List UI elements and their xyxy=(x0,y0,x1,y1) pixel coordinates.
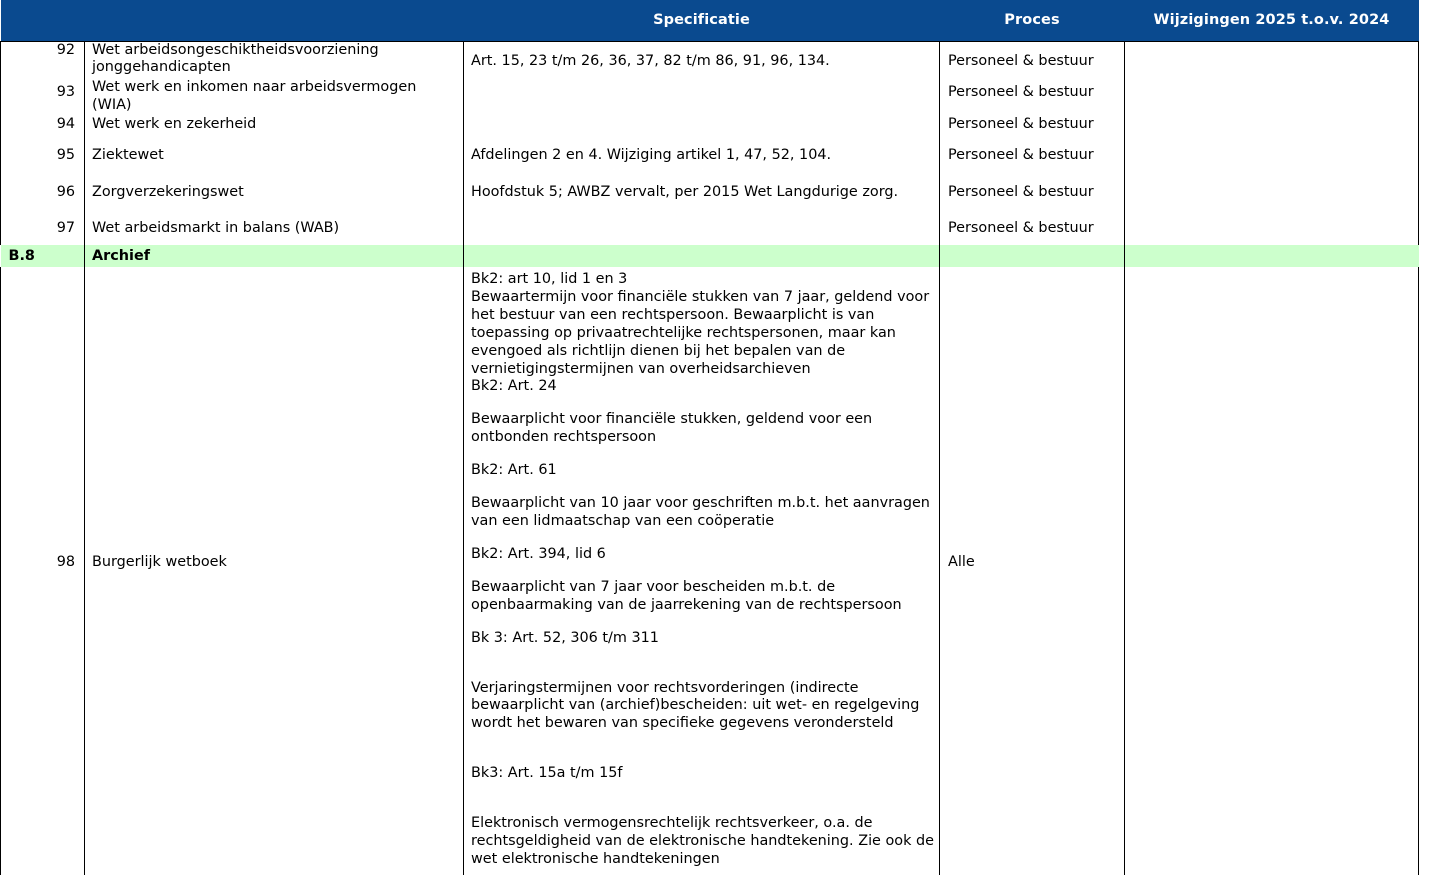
row-wijzigingen xyxy=(1125,218,1419,245)
row-wet-name: Wet werk en inkomen naar arbeidsvermogen (WIA) xyxy=(85,79,464,116)
row-proces: Personeel & bestuur xyxy=(940,116,1125,144)
row-wijzigingen xyxy=(1125,116,1419,144)
section-proces xyxy=(940,245,1125,267)
row-wet-name xyxy=(85,218,464,245)
specificatie-paragraph: Bk2: Art. 24 xyxy=(471,378,557,395)
specificatie-paragraph: Bewaartermijn voor financiële stukken van 7 jaar, geldend voor het bestuur van een rechtspersoon. Bewaarplicht is van toepassing op privaatrechtelijke rechtspersonen, maar kan evengoed als richtlijn dienen bij het bepalen van de vernietigingstermijnen van overheidsarchieven xyxy=(471,288,930,377)
row-proces xyxy=(940,144,1125,181)
proces-text: Personeel & bestuur xyxy=(948,184,1094,200)
row-wijzigingen xyxy=(1125,181,1419,218)
wet-text: Zorgverzekeringswet xyxy=(92,184,244,200)
row-number-text: 97 xyxy=(56,220,75,236)
column-header-number xyxy=(1,0,85,41)
table-row xyxy=(1,144,1419,181)
row-proces xyxy=(940,267,1125,875)
row-number xyxy=(1,267,85,875)
row-wijzigingen xyxy=(1125,79,1419,116)
row-proces xyxy=(940,41,1125,79)
wet-text: Wet arbeidsmarkt in balans (WAB) xyxy=(92,220,340,236)
table-header xyxy=(1,0,1419,41)
row-specificatie xyxy=(464,181,940,218)
row-number xyxy=(1,218,85,245)
row-proces xyxy=(940,181,1125,218)
wet-text: Ziektewet xyxy=(92,147,164,163)
row-proces xyxy=(940,79,1125,116)
proces-text: Personeel & bestuur xyxy=(948,220,1094,236)
row-number xyxy=(1,144,85,181)
row-wijzigingen xyxy=(1125,144,1419,181)
row-number-text: 96 xyxy=(56,184,75,200)
specificatie-paragraph: Bewaarplicht van 7 jaar voor bescheiden m.b.t. de openbaarmaking van de jaarrekening van de rechtspersoon xyxy=(471,578,902,613)
row-wet-name xyxy=(85,267,464,875)
section-row-archief xyxy=(1,245,1419,267)
row-number: 94 xyxy=(1,116,85,144)
row-wijzigingen xyxy=(1125,41,1419,79)
row-number xyxy=(1,181,85,218)
specificatie-text: Hoofdstuk 5; AWBZ vervalt, per 2015 Wet Langdurige zorg. xyxy=(471,184,899,200)
table-row xyxy=(1,218,1419,245)
row-number xyxy=(1,79,85,116)
section-title: Archief xyxy=(85,245,464,267)
row-wijzigingen xyxy=(1125,267,1419,875)
section-code: B.8 xyxy=(1,245,85,267)
header-row xyxy=(1,0,1419,41)
wet-text: Burgerlijk wetboek xyxy=(92,554,227,570)
specificatie-text: Afdelingen 2 en 4. Wijziging artikel 1, 47, 52, 104. xyxy=(471,147,832,163)
column-header-wet xyxy=(85,0,464,41)
column-header-specificatie: Specificatie xyxy=(464,0,940,41)
section-specificatie xyxy=(464,245,940,267)
specificatie-paragraph: Bk2: Art. 394, lid 6 xyxy=(471,545,606,562)
row-number: 92 xyxy=(1,41,85,79)
table-row xyxy=(1,181,1419,218)
specificatie-paragraph: Bk3: Art. 15a t/m 15f xyxy=(471,765,623,782)
row-number-text: 98 xyxy=(56,554,75,570)
section-wijzigingen xyxy=(1125,245,1419,267)
specificatie-paragraph: Elektronisch vermogensrechtelijk rechtsverkeer, o.a. de rechtsgeldigheid van de elektronische handtekening. Zie ook de wet elektronische handtekeningen xyxy=(471,815,934,867)
column-header-proces: Proces xyxy=(940,0,1125,41)
proces-text: Personeel & bestuur xyxy=(948,52,1094,69)
specificatie-paragraph: Bewaarplicht van 10 jaar voor geschriften m.b.t. het aanvragen van een lidmaatschap van een coöperatie xyxy=(471,495,930,529)
row-specificatie xyxy=(464,218,940,245)
row-wet-name: Wet arbeidsongeschiktheidsvoorziening jonggehandicapten xyxy=(85,41,464,79)
row-wet-name: Wet werk en zekerheid xyxy=(85,116,464,144)
row-specificatie xyxy=(464,41,940,144)
table-body xyxy=(1,41,1419,875)
specificatie-paragraph: Bk2: Art. 61 xyxy=(471,462,557,479)
specificatie-paragraph: Verjaringstermijnen voor rechtsvorderingen (indirecte bewaarplicht van (archief)bescheiden: uit wet- en regelgeving wordt het bewaren van specifieke gegevens verondersteld xyxy=(471,679,920,732)
proces-text: Alle xyxy=(948,554,975,570)
row-wet-name xyxy=(85,144,464,181)
table-row xyxy=(1,41,1419,79)
specificatie-paragraph-list xyxy=(471,267,934,869)
row-proces xyxy=(940,218,1125,245)
row-number-text: 93 xyxy=(56,84,75,100)
column-header-wijzigingen: Wijzigingen 2025 t.o.v. 2024 xyxy=(1125,0,1419,41)
row-number-text: 95 xyxy=(56,147,75,163)
specificatie-paragraph: Bk 3: Art. 52, 306 t/m 311 xyxy=(471,629,659,646)
row-wet-name xyxy=(85,181,464,218)
specificatie-text: Art. 15, 23 t/m 26, 36, 37, 82 t/m 86, 91, 96, 134. xyxy=(471,52,830,69)
proces-text: Personeel & bestuur xyxy=(948,84,1094,100)
proces-text: Personeel & bestuur xyxy=(948,147,1094,163)
specificatie-paragraph: Bewaarplicht voor financiële stukken, geldend voor een ontbonden rechtspersoon xyxy=(471,411,873,446)
row-specificatie xyxy=(464,144,940,181)
table-row xyxy=(1,267,1419,875)
specificatie-paragraph: Bk2: art 10, lid 1 en 3 xyxy=(471,271,628,287)
row-specificatie xyxy=(464,267,940,875)
